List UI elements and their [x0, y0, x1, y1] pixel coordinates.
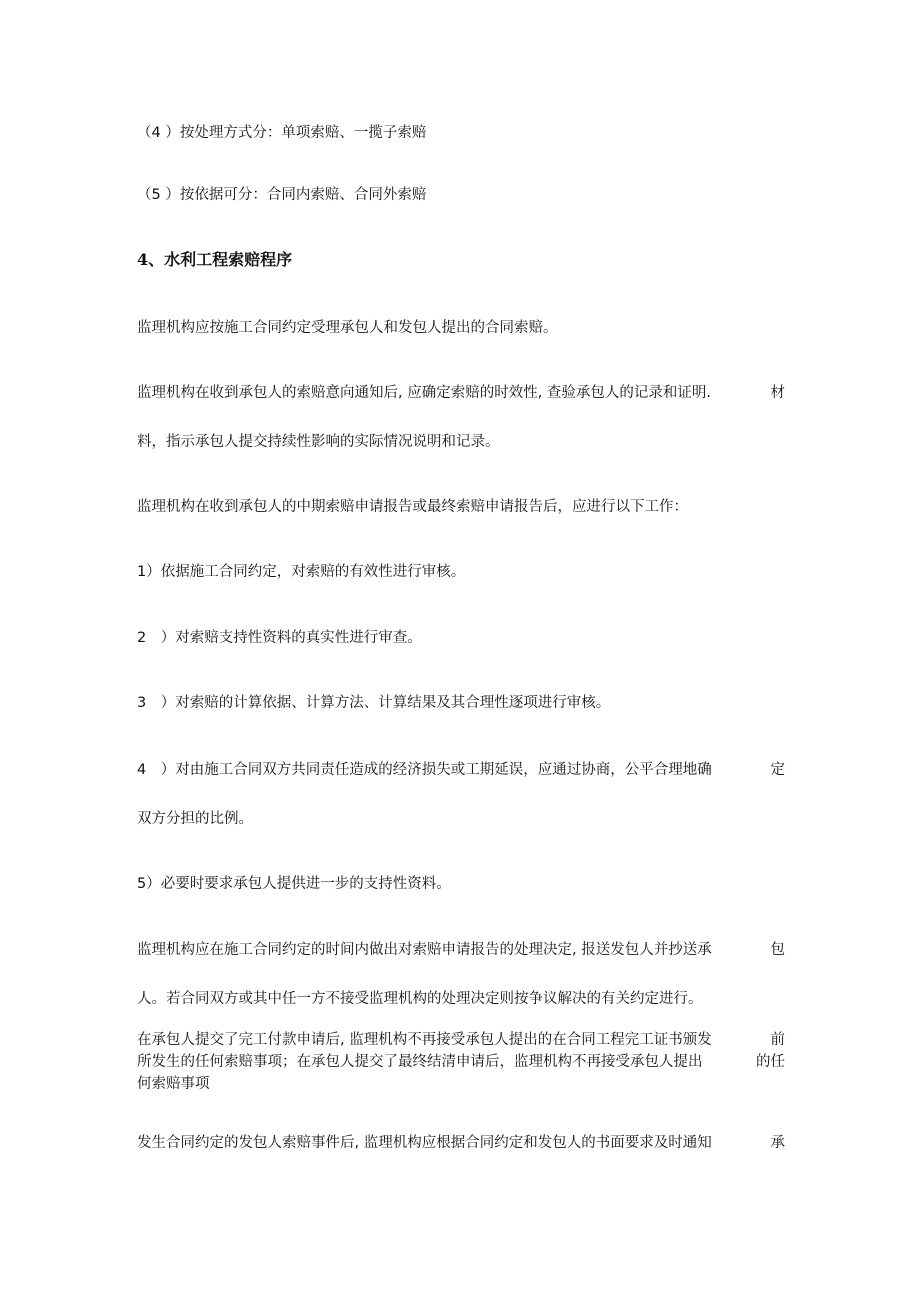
paragraph-2-line-1-main: 监理机构在收到承包人的索赔意向通知后, 应确定索赔的时效性, 查验承包人的记录和证明.: [137, 385, 712, 401]
paragraph-5-line-3: 何索赔事项: [137, 1076, 210, 1092]
paragraph-5-line-1-main: 在承包人提交了完工付款申请后, 监理机构不再接受承包人提出的在合同工程完工证书颁发: [137, 1032, 712, 1048]
paragraph-5-line-1: [137, 1030, 785, 1050]
section-number: 4: [137, 250, 149, 269]
paragraph-2-line-1-tail: 材: [770, 385, 785, 401]
step-3: 3 ）对索赔的计算依据、计算方法、计算结果及其合理性逐项进行审核。: [137, 695, 611, 711]
step-5: 5）必要时要求承包人提供进一步的支持性资料。: [137, 876, 451, 892]
paragraph-6-line-1: [137, 1133, 785, 1153]
step-4-line-1: [137, 760, 785, 780]
paragraph-5-line-1-tail: 前: [770, 1032, 785, 1048]
paragraph-2-line-2: 料，指示承包人提交持续性影响的实际情况说明和记录。: [137, 434, 500, 450]
paragraph-2-line-1: [137, 383, 785, 403]
paragraph-5-line-2-tail: 的任: [756, 1054, 785, 1070]
paragraph-1: 监理机构应按施工合同约定受理承包人和发包人提出的合同索赔。: [137, 320, 558, 336]
paragraph-5-line-2: [137, 1052, 785, 1072]
paragraph-6-line-1-tail: 承: [770, 1135, 785, 1151]
claim-type-5: （5 ）按依据可分：合同内索赔、合同外索赔: [137, 187, 427, 203]
paragraph-4-line-1: [137, 940, 785, 960]
paragraph-6-line-1-main: 发生合同约定的发包人索赔事件后, 监理机构应根据合同约定和发包人的书面要求及时通知: [137, 1135, 712, 1151]
paragraph-5-line-2-main: 所发生的任何索赔事项；在承包人提交了最终结清申请后，监理机构不再接受承包人提出: [137, 1054, 703, 1070]
step-4-line-1-main: 4 ）对由施工合同双方共同责任造成的经济损失或工期延误，应通过协商，公平合理地确: [137, 762, 712, 778]
paragraph-4-line-1-main: 监理机构应在施工合同约定的时间内做出对索赔申请报告的处理决定, 报送发包人并抄送承: [137, 942, 712, 958]
paragraph-4-line-2: 人。若合同双方或其中任一方不接受监理机构的处理决定则按争议解决的有关约定进行。: [137, 991, 703, 1007]
claim-type-4: （4 ）按处理方式分：单项索赔、一揽子索赔: [137, 125, 427, 141]
section-heading: [137, 250, 292, 270]
step-4-line-1-tail: 定: [770, 762, 785, 778]
paragraph-4-line-1-tail: 包: [770, 942, 785, 958]
section-title: 、水利工程索赔程序: [148, 250, 293, 269]
paragraph-3: 监理机构在收到承包人的中期索赔申请报告或最终索赔申请报告后，应进行以下工作：: [137, 499, 688, 515]
step-4-line-2: 双方分担的比例。: [137, 811, 253, 827]
step-1: 1）依据施工合同约定，对索赔的有效性进行审核。: [137, 564, 466, 580]
step-2: 2 ）对索赔支持性资料的真实性进行审查。: [137, 630, 422, 646]
